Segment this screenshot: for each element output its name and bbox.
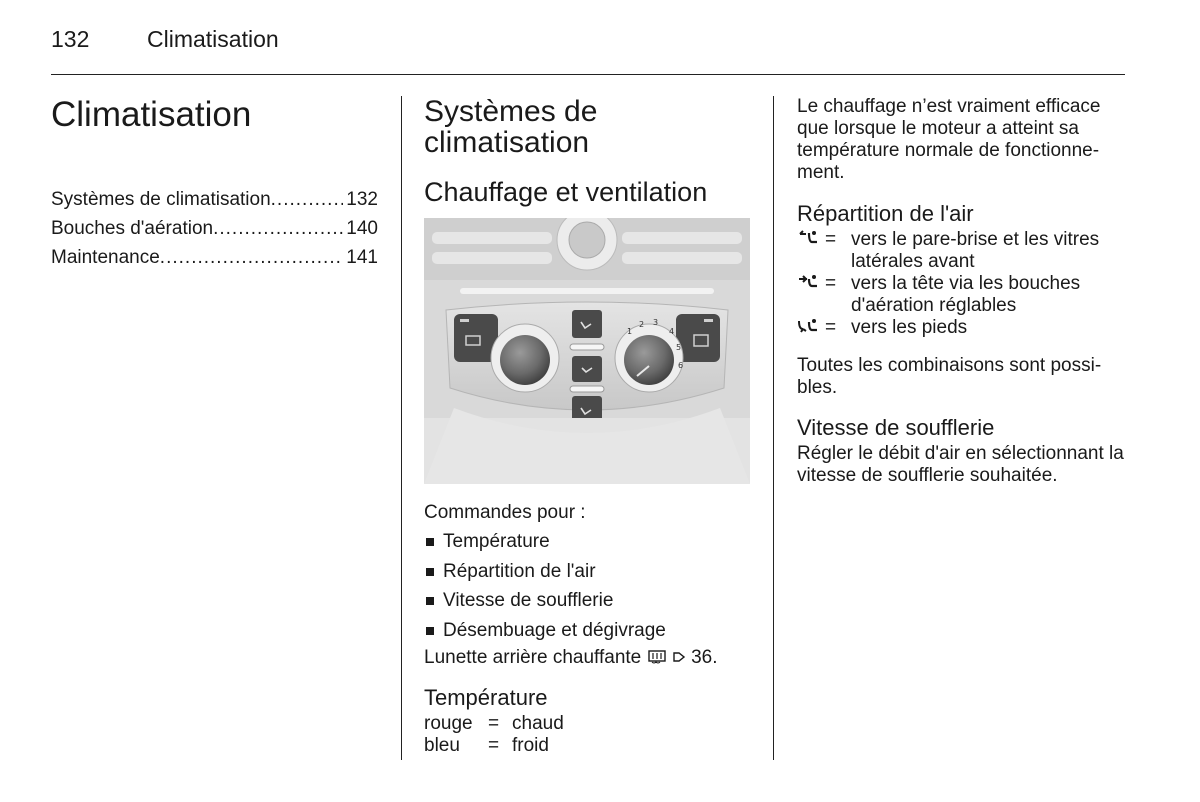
head-vent-icon bbox=[797, 273, 825, 317]
toc-entry-label: Bouches d'aération bbox=[51, 218, 214, 239]
list-item-line: vers le pare-brise et les vitres bbox=[851, 229, 1100, 250]
table-of-contents bbox=[51, 189, 378, 276]
table-row bbox=[424, 713, 564, 735]
toc-entry[interactable] bbox=[51, 218, 378, 240]
list-item-text bbox=[851, 273, 1127, 317]
toc-entry-page: 140 bbox=[346, 218, 378, 239]
equals: = bbox=[825, 317, 837, 338]
equals: = bbox=[488, 713, 500, 734]
list-item bbox=[797, 229, 1127, 273]
toc-entry[interactable] bbox=[51, 189, 378, 211]
equals: = bbox=[488, 735, 500, 756]
list-item bbox=[424, 561, 754, 583]
column-divider-2 bbox=[773, 96, 774, 760]
toc-leader bbox=[271, 189, 344, 211]
svg-text:6: 6 bbox=[678, 361, 684, 370]
fan-speed-heading: Vitesse de soufflerie bbox=[797, 415, 995, 440]
list-item bbox=[797, 273, 1127, 317]
toc-entry-page: 141 bbox=[346, 247, 378, 268]
intro-paragraph: Le chauffage n’est vraiment efficace que lorsque le moteur a atteint sa température normale de fonctionne-ment. bbox=[797, 96, 1101, 183]
toc-leader bbox=[160, 247, 344, 269]
controls-intro: Commandes pour : bbox=[424, 502, 586, 523]
temperature-heading: Température bbox=[424, 685, 548, 710]
section-subtitle: Chauffage et ventilation bbox=[424, 177, 708, 207]
svg-text:3: 3 bbox=[653, 318, 659, 327]
air-distribution-heading: Répartition de l'air bbox=[797, 201, 974, 226]
bullet-square-icon bbox=[426, 538, 434, 546]
climate-control-panel-image bbox=[424, 218, 750, 484]
list-item-text bbox=[851, 229, 1127, 273]
svg-text:4: 4 bbox=[669, 327, 675, 336]
toc-leader bbox=[213, 218, 343, 240]
list-item bbox=[424, 620, 754, 642]
svg-text:5: 5 bbox=[676, 343, 682, 352]
rear-window-label: Lunette arrière chauffante bbox=[424, 647, 642, 668]
list-item-label: Désembuage et dégivrage bbox=[443, 619, 666, 641]
air-distribution-list bbox=[797, 229, 1127, 342]
toc-entry-label: Maintenance bbox=[51, 247, 160, 268]
toc-entry[interactable] bbox=[51, 247, 378, 269]
bullet-square-icon bbox=[426, 627, 434, 635]
svg-text:2: 2 bbox=[639, 320, 645, 329]
column-divider-1 bbox=[401, 96, 402, 760]
bullet-square-icon bbox=[426, 568, 434, 576]
chapter-title: Climatisation bbox=[51, 95, 252, 134]
bullet-square-icon bbox=[426, 597, 434, 605]
list-item-line: d'aération réglables bbox=[851, 295, 1017, 316]
list-item-line: vers les pieds bbox=[851, 317, 968, 338]
page-reference-arrow-icon bbox=[672, 648, 686, 670]
value: chaud bbox=[512, 713, 564, 734]
list-item-label: Répartition de l'air bbox=[443, 560, 596, 582]
term: bleu bbox=[424, 735, 460, 756]
equals: = bbox=[825, 273, 837, 294]
toc-entry-page: 132 bbox=[346, 189, 378, 210]
list-item-line: latérales avant bbox=[851, 251, 975, 272]
climate-panel-illustration bbox=[424, 218, 750, 484]
page-reference[interactable]: 36. bbox=[691, 647, 718, 668]
windscreen-vent-icon bbox=[797, 229, 825, 273]
temperature-table bbox=[424, 713, 564, 757]
controls-list bbox=[424, 531, 754, 649]
equals: = bbox=[825, 229, 837, 250]
list-item bbox=[797, 317, 1127, 342]
rear-defrost-icon bbox=[647, 649, 667, 671]
page-number: 132 bbox=[51, 26, 90, 52]
rear-window-line bbox=[424, 647, 718, 671]
running-header: Climatisation bbox=[147, 26, 279, 52]
toc-entry-label: Systèmes de climatisation bbox=[51, 189, 271, 210]
list-item bbox=[424, 590, 754, 612]
list-item bbox=[424, 531, 754, 553]
feet-vent-icon bbox=[797, 317, 825, 342]
list-item-line: vers la tête via les bouches bbox=[851, 273, 1081, 294]
list-item-text bbox=[851, 317, 1127, 342]
svg-text:1: 1 bbox=[627, 327, 633, 336]
section-title: Systèmes de climatisation bbox=[424, 95, 598, 159]
combinations-paragraph: Toutes les combinaisons sont possi-bles. bbox=[797, 355, 1102, 398]
fan-speed-paragraph: Régler le débit d'air en sélectionnant la vitesse de soufflerie souhaitée. bbox=[797, 443, 1124, 486]
list-item-label: Température bbox=[443, 531, 550, 552]
value: froid bbox=[512, 735, 549, 756]
term: rouge bbox=[424, 713, 473, 734]
table-row bbox=[424, 735, 564, 757]
header-rule bbox=[51, 74, 1125, 75]
list-item-label: Vitesse de soufflerie bbox=[443, 590, 614, 611]
